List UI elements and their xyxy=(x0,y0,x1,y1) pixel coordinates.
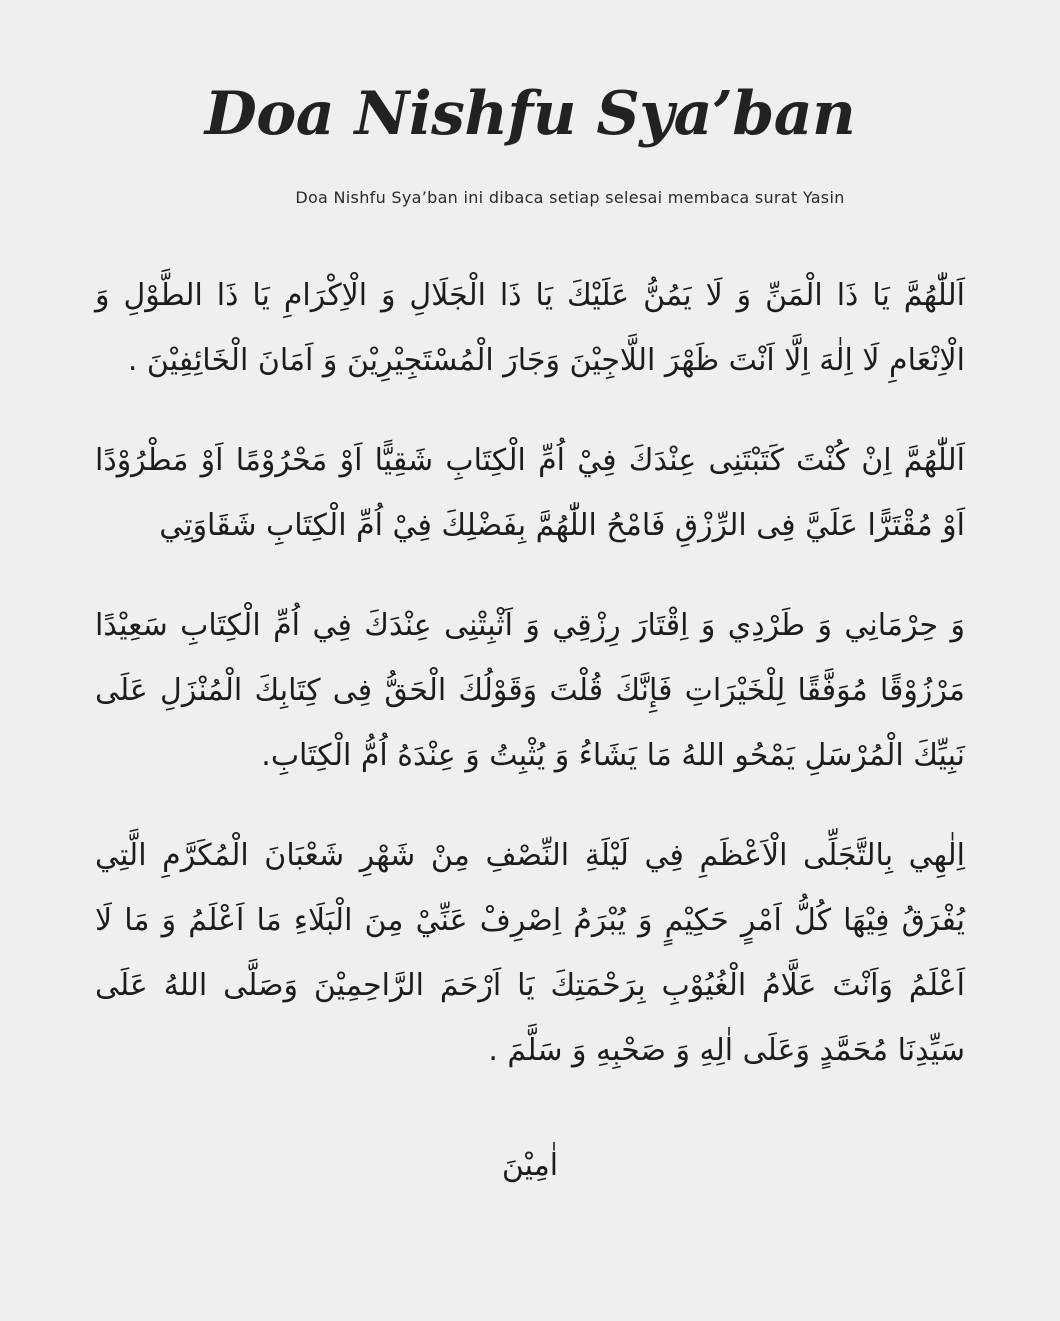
prayer-paragraph-3: وَ حِرْمَانِي وَ طَرْدِي وَ اِقْتَارَ رِزْقِي وَ اَثْبِتْنِى عِنْدَكَ فِي اُمِّ الْكِتَابِ سَعِيْدًا مَرْزُوْقًا مُوَفَّقًا لِلْخَيْرَاتِ فَإِنَّكَ قُلْتَ وَقَوْلُكَ الْحَقُّ فِى كِتَابِكَ الْمُنْزَلِ عَلَى نَبِيِّكَ الْمُرْسَلِ يَمْحُو اللهُ مَا يَشَاءُ وَ يُثْبِتُ وَ عِنْدَهُ اُمُّ الْكِتَابِ. xyxy=(95,608,965,773)
closing-amin: اٰمِيْنَ xyxy=(501,1148,559,1183)
prayer-paragraph-2: اَللّٰهُمَّ اِنْ كُنْتَ كَتَبْتَنِى عِنْدَكَ فِيْ اُمِّ الْكِتَابِ شَقِيًّا اَوْ مَحْرُوْمًا اَوْ مَطْرُوْدًا اَوْ مُقْتَرًّا عَلَيَّ فِى الرِّزْقِ فَامْحُ اللّٰهُمَّ بِفَضْلِكَ فِيْ اُمِّ الْكِتَابِ شَقَاوَتِي xyxy=(95,443,965,543)
prayer-paragraph-4: اِلٰهِي بِالتَّجَلِّى الْاَعْظَمِ فِي لَيْلَةِ النِّصْفِ مِنْ شَهْرِ شَعْبَانَ الْمُكَرَّمِ الَّتِي يُفْرَقُ فِيْهَا كُلُّ اَمْرٍ حَكِيْمٍ وَ يُبْرَمُ اِصْرِفْ عَنِّيْ مِنَ الْبَلَاءِ مَا اَعْلَمُ وَ مَا لَا اَعْلَمُ وَاَنْتَ عَلَّامُ الْغُيُوْبِ بِرَحْمَتِكَ يَا اَرْحَمَ الرَّاحِمِيْنَ وَصَلَّى اللهُ عَلَى سَيِّدِنَا مُحَمَّدٍ وَعَلَى اٰلِهِ وَ صَحْبِهِ وَ سَلَّمَ . xyxy=(95,838,965,1068)
prayer-paragraph-1: اَللّٰهُمَّ يَا ذَا الْمَنِّ وَ لَا يَمُنُّ عَلَيْكَ يَا ذَا الْجَلَالِ وَ الْاِكْرَامِ يَا ذَا الطَّوْلِ وَ الْاِنْعَامِ لَا اِلٰهَ اِلَّا اَنْتَ ظَهْرَ اللَّاجِيْنَ وَجَارَ الْمُسْتَجِيْرِيْنَ وَ اَمَانَ الْخَائِفِيْنَ . xyxy=(95,278,965,378)
page-title: Doa Nishfu Sya’ban xyxy=(204,79,856,149)
page-subtitle: Doa Nishfu Sya’ban ini dibaca setiap selesai membaca surat Yasin xyxy=(295,188,845,207)
